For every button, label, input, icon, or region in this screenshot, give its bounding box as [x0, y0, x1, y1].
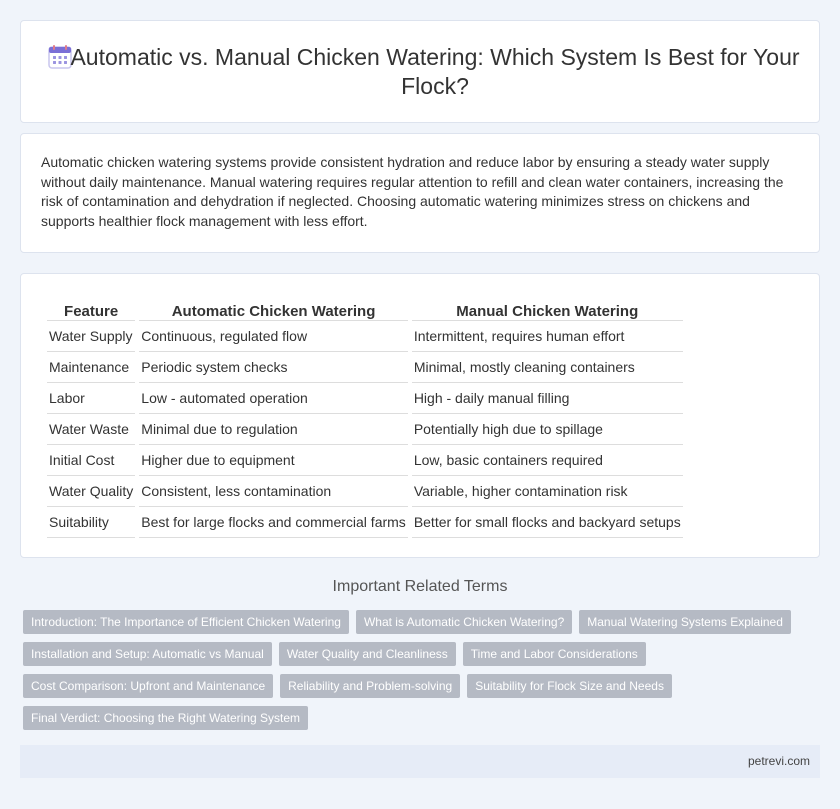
related-tag[interactable]: What is Automatic Chicken Watering? [356, 610, 572, 634]
table-row [47, 445, 683, 476]
page-title: Automatic vs. Manual Chicken Watering: Which System Is Best for Your Flock? [70, 44, 800, 99]
feature-cell: Labor [47, 383, 135, 414]
automatic-cell: Best for large flocks and commercial farms [139, 507, 408, 538]
intro-card [20, 133, 820, 253]
feature-cell: Suitability [47, 507, 135, 538]
tag-row [23, 610, 791, 634]
automatic-cell: Minimal due to regulation [139, 414, 408, 445]
table-row [47, 476, 683, 507]
manual-cell: High - daily manual filling [412, 383, 683, 414]
comparison-table [43, 297, 687, 538]
related-tag[interactable]: Final Verdict: Choosing the Right Watering System [23, 706, 308, 730]
automatic-cell: Higher due to equipment [139, 445, 408, 476]
footer-site-link[interactable]: petrevi.com [747, 754, 810, 768]
header-card [20, 20, 820, 123]
related-tag[interactable]: Suitability for Flock Size and Needs [467, 674, 672, 698]
related-tag[interactable]: Manual Watering Systems Explained [579, 610, 791, 634]
tag-row [23, 706, 308, 730]
automatic-cell: Periodic system checks [139, 352, 408, 383]
tag-row [23, 674, 672, 698]
manual-cell: Minimal, mostly cleaning containers [412, 352, 683, 383]
comparison-card [20, 273, 820, 558]
automatic-cell: Consistent, less contamination [139, 476, 408, 507]
manual-cell: Intermittent, requires human effort [412, 321, 683, 352]
related-terms-heading: Important Related Terms [332, 578, 508, 595]
tag-row [23, 642, 646, 666]
table-row [47, 507, 683, 538]
manual-cell: Potentially high due to spillage [412, 414, 683, 445]
related-tag[interactable]: Time and Labor Considerations [463, 642, 646, 666]
feature-cell: Water Supply [47, 321, 135, 352]
feature-cell: Water Quality [47, 476, 135, 507]
manual-cell: Variable, higher contamination risk [412, 476, 683, 507]
automatic-cell: Continuous, regulated flow [139, 321, 408, 352]
related-tag[interactable]: Reliability and Problem-solving [280, 674, 460, 698]
intro-paragraph: Automatic chicken watering systems provide consistent hydration and reduce labor by ensuring a steady water supply without daily maintenance. Manual watering requires regular attention to refill and clean water containers, increasing the risk of contamination and dehydration if neglected. Choosing automatic watering minimizes stress on chickens and supports healthier flock management with less effort. [41, 154, 784, 229]
manual-cell: Better for small flocks and backyard setups [412, 507, 683, 538]
header-manual: Manual Chicken Watering [412, 297, 683, 321]
related-tag[interactable]: Installation and Setup: Automatic vs Manual [23, 642, 272, 666]
table-row [47, 321, 683, 352]
feature-cell: Initial Cost [47, 445, 135, 476]
table-row [47, 414, 683, 445]
feature-cell: Water Waste [47, 414, 135, 445]
related-tag[interactable]: Water Quality and Cleanliness [279, 642, 456, 666]
table-row [47, 352, 683, 383]
related-tag[interactable]: Introduction: The Importance of Efficient Chicken Watering [23, 610, 349, 634]
table-row [47, 383, 683, 414]
header-feature: Feature [47, 297, 135, 321]
related-tag[interactable]: Cost Comparison: Upfront and Maintenance [23, 674, 273, 698]
feature-cell: Maintenance [47, 352, 135, 383]
footer [20, 745, 820, 778]
table-header-row [47, 297, 683, 321]
manual-cell: Low, basic containers required [412, 445, 683, 476]
header-automatic: Automatic Chicken Watering [139, 297, 408, 321]
automatic-cell: Low - automated operation [139, 383, 408, 414]
